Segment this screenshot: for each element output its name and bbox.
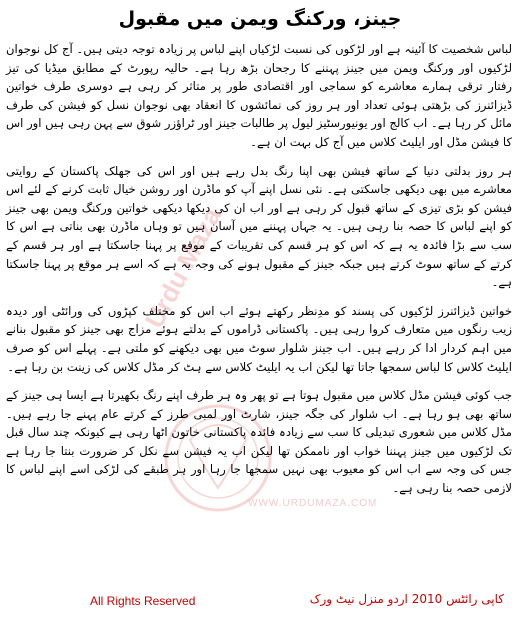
watermark-logo-text: Urdu Maza bbox=[138, 202, 228, 333]
article-paragraph: خواتین ڈیزائنرز لڑکیوں کی پسند کو مدِنظر رکھتے ہوئے اب اس کو مختلف کپڑوں کی ورائٹی اور دیدہ زیب رنگوں میں متعارف کروا رہی ہیں۔ پاکستانی ڈراموں کے بدلتے ہوئے مزاج بھی جینز کو مقبول بنانے میں اہم کردار ادا کر رہے ہیں۔ اب جینز شلوار سوٹ میں بھی دیکھنے کو ملتی ہے۔ پہلے اس کو صرف ایلیٹ کلاس کا لباس سمجھا جاتا تھا لیکن اب یہ ایلیٹ کلاس سے ہٹ کر مڈل کلاس کی زینت بن رہا ہے۔ bbox=[6, 303, 512, 374]
article-paragraph: ہر روز بدلتی دنیا کے ساتھ فیشن بھی اپنا رنگ بدل رہے ہیں اور اس کی جھلک پاکستان کے روایتی معاشرے میں بھی دیکھی جاسکتی ہے۔ نئی نسل اپنے آپ کو ماڈرن اور روشن خیال ثابت کرنے کے لئے اس فیشن کو بڑی تیزی کے ساتھ قبول کر رہی ہے اور اب ان کی دیکھا دیکھی خواتین ورکنگ ویمن بھی جینز کو اپنے لباس کا حصہ بنا رہی ہیں۔ یہ جہاں پہننے میں آسان ہیں تو وہاں ماڈرن بھی بناتی ہے اس کا سب سے بڑا فائدہ یہ ہے کہ اس کو ہر قسم کی تقریبات کے موقع پر پہنا جاسکتا ہے اور ہر قسم کے کرتے کے ساتھ سوٹ کرتے ہیں جبکہ جینز کے مقبول ہونے کی وجہ یہ ہے کہ اسے ہر موقع پر پہنا جاسکتا ہے۔ bbox=[6, 163, 512, 290]
all-rights-reserved: All Rights Reserved bbox=[90, 594, 196, 608]
article-body bbox=[6, 40, 512, 508]
footer bbox=[14, 592, 510, 614]
article-paragraph: جب کوئی فیشن مڈل کلاس میں مقبول ہوتا ہے تو پھر وہ ہر طرف اپنے رنگ بکھیرتا ہے ایسا ہی جینز کے ساتھ بھی ہو رہا ہے۔ اب شلوار کی جگہ جینز، شارٹ اور لمبی طرز کے کرتے عام پہنے جا رہے ہیں۔ مڈل کلاس میں شعوری تبدیلی کا سب سے زیادہ فائدہ پاکستانی خاتون اٹھا رہی ہے کیونکہ چند سال قبل تک لڑکیوں میں جینز پہننا خواب اور ناممکن تھا لیکن اب یہ فیشن سے نکل کر ضرورت بنتا جا رہا ہے جس کی وجہ سے اب اس کو معیوب بھی نہیں سمجھا جا رہا اور ہر طبقے کی لڑکی اسے اپنے لباس کا لازمی حصہ بنا رہی ہے۔ bbox=[6, 388, 512, 496]
article-paragraph: لباس شخصیت کا آئینہ ہے اور لڑکوں کی نسبت لڑکیاں اپنے لباس پر زیادہ توجہ دیتی ہیں۔ آج کل نوجوان لڑکیوں اور ورکنگ ویمن میں جینز پہننے کا رجحان بڑھ رہا ہے۔ حالیہ رپورٹ کے مطابق میڈیا کی تیز رفتار ترقی ہمارے معاشرے کو سماجی اور اقتصادی طور پر متاثر کر رہی ہے دوسری طرف خواتین ڈیزائنرز کی بڑھتی ہوئی تعداد اور ہر روز کی نمائشوں کا انعقاد بھی نوجوان نسل کو فیشن کی طرف مائل کر رہا ہے۔ اب کالج اور یونیورسٹیز لیول پر طالبات جینز اور ٹراؤزر شوق سے پہن رہی ہیں اور اس کا فیشن مڈل اور ایلیٹ کلاس میں آج کل بہت ان ہے۔ bbox=[6, 42, 512, 149]
copyright-notice: کاپی رائٹس 2010 اردو منزل نیٹ ورک bbox=[309, 592, 504, 606]
watermark-site-text: WWW.URDUMAZA.COM bbox=[248, 498, 378, 509]
article-title: جینز، ورکنگ ویمن میں مقبول bbox=[118, 8, 402, 30]
